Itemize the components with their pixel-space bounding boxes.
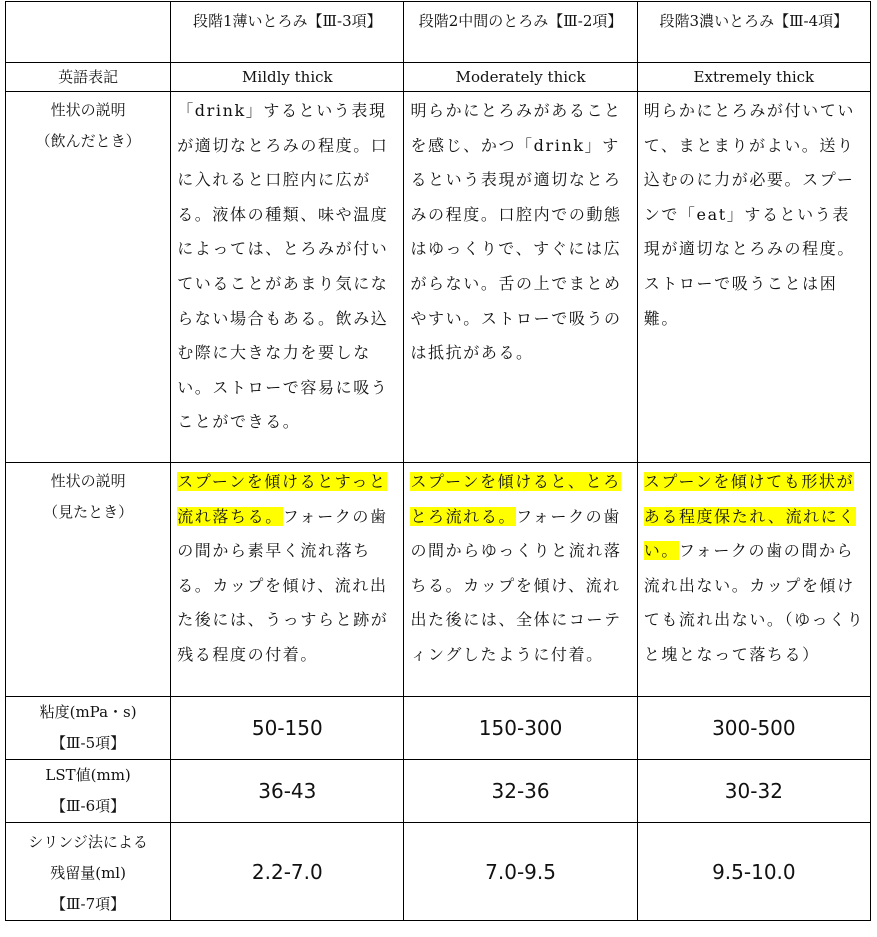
look-row <box>6 463 871 697</box>
drink-stage2: 明らかにとろみがあることを感じ、かつ「drink」するという表現が適切なとろみの程度。口腔内での動態はゆっくりで、すぐには広がらない。舌の上でまとめやすい。ストローで吸うのは抵抗がある。 <box>404 92 637 463</box>
syringe-row <box>6 823 871 921</box>
look-stage3 <box>637 463 870 697</box>
drink-label <box>6 92 171 463</box>
viscosity-stage3: 300-500 <box>637 697 870 760</box>
english-stage2: Moderately thick <box>404 63 637 92</box>
viscosity-label-line1: 粘度(mPa・s) <box>39 703 137 721</box>
stage3-header: 段階3濃いとろみ【Ⅲ-4項】 <box>637 2 870 63</box>
viscosity-stage1: 50-150 <box>171 697 404 760</box>
english-label: 英語表記 <box>6 63 171 92</box>
thickness-table <box>5 1 871 921</box>
drink-label-line2: （飲んだとき） <box>35 132 141 150</box>
look-stage2 <box>404 463 637 697</box>
syringe-stage2: 7.0-9.5 <box>404 823 637 921</box>
syringe-label <box>6 823 171 921</box>
look-label-line1: 性状の説明 <box>50 472 126 490</box>
stage1-header: 段階1薄いとろみ【Ⅲ-3項】 <box>171 2 404 63</box>
drink-label-line1: 性状の説明 <box>50 101 126 119</box>
viscosity-label <box>6 697 171 760</box>
look-stage1-rest: フォークの歯の間から素早く流れ落ちる。カップを傾け、流れ出た後には、うっすらと跡が残る程度の付着。 <box>177 506 389 664</box>
drink-stage1: 「drink」するという表現が適切なとろみの程度。口に入れると口腔内に広がる。液体の種類、味や温度によっては、とろみが付いていることがあまり気にならない場合もある。飲み込む際に大きな力を要しない。ストローで容易に吸うことができる。 <box>171 92 404 463</box>
syringe-stage1: 2.2-7.0 <box>171 823 404 921</box>
drink-stage3: 明らかにとろみが付いていて、まとまりがよい。送り込むのに力が必要。スプーンで「eat」するという表現が適切なとろみの程度。ストローで吸うことは困難。 <box>637 92 870 463</box>
look-stage1-highlight: スプーンを傾けるとすっと流れ落ちる。 <box>177 472 387 526</box>
viscosity-row <box>6 697 871 760</box>
syringe-label-line1: シリンジ法による <box>28 833 148 851</box>
english-row <box>6 63 871 92</box>
lst-stage2: 32-36 <box>404 760 637 823</box>
look-stage2-rest: フォークの歯の間からゆっくりと流れ落ちる。カップを傾け、流れ出た後には、全体にコーティングしたように付着。 <box>410 506 622 664</box>
stage2-header: 段階2中間のとろみ【Ⅲ-2項】 <box>404 2 637 63</box>
lst-stage3: 30-32 <box>637 760 870 823</box>
syringe-label-line2: 残留量(ml) <box>50 864 126 882</box>
lst-row <box>6 760 871 823</box>
lst-label-line2: 【Ⅲ-6項】 <box>51 797 126 815</box>
lst-label <box>6 760 171 823</box>
english-stage3: Extremely thick <box>637 63 870 92</box>
look-stage3-highlight: スプーンを傾けても形状がある程度保たれ、流れにくい。 <box>643 472 856 561</box>
english-stage1: Mildly thick <box>171 63 404 92</box>
syringe-stage3: 9.5-10.0 <box>637 823 870 921</box>
viscosity-stage2: 150-300 <box>404 697 637 760</box>
syringe-label-line3: 【Ⅲ-7項】 <box>51 895 126 913</box>
look-label <box>6 463 171 697</box>
lst-stage1: 36-43 <box>171 760 404 823</box>
look-label-line2: （見たとき） <box>43 503 134 521</box>
look-stage3-rest: フォークの歯の間から流れ出ない。カップを傾けても流れ出ない。（ゆっくりと塊となって落ちる） <box>643 541 865 664</box>
viscosity-label-line2: 【Ⅲ-5項】 <box>51 734 126 752</box>
header-row <box>6 2 871 63</box>
look-stage1 <box>171 463 404 697</box>
drink-row <box>6 92 871 463</box>
lst-label-line1: LST値(mm) <box>45 766 131 784</box>
look-stage2-highlight: スプーンを傾けると、とろとろ流れる。 <box>410 472 621 526</box>
corner-cell <box>6 2 171 63</box>
